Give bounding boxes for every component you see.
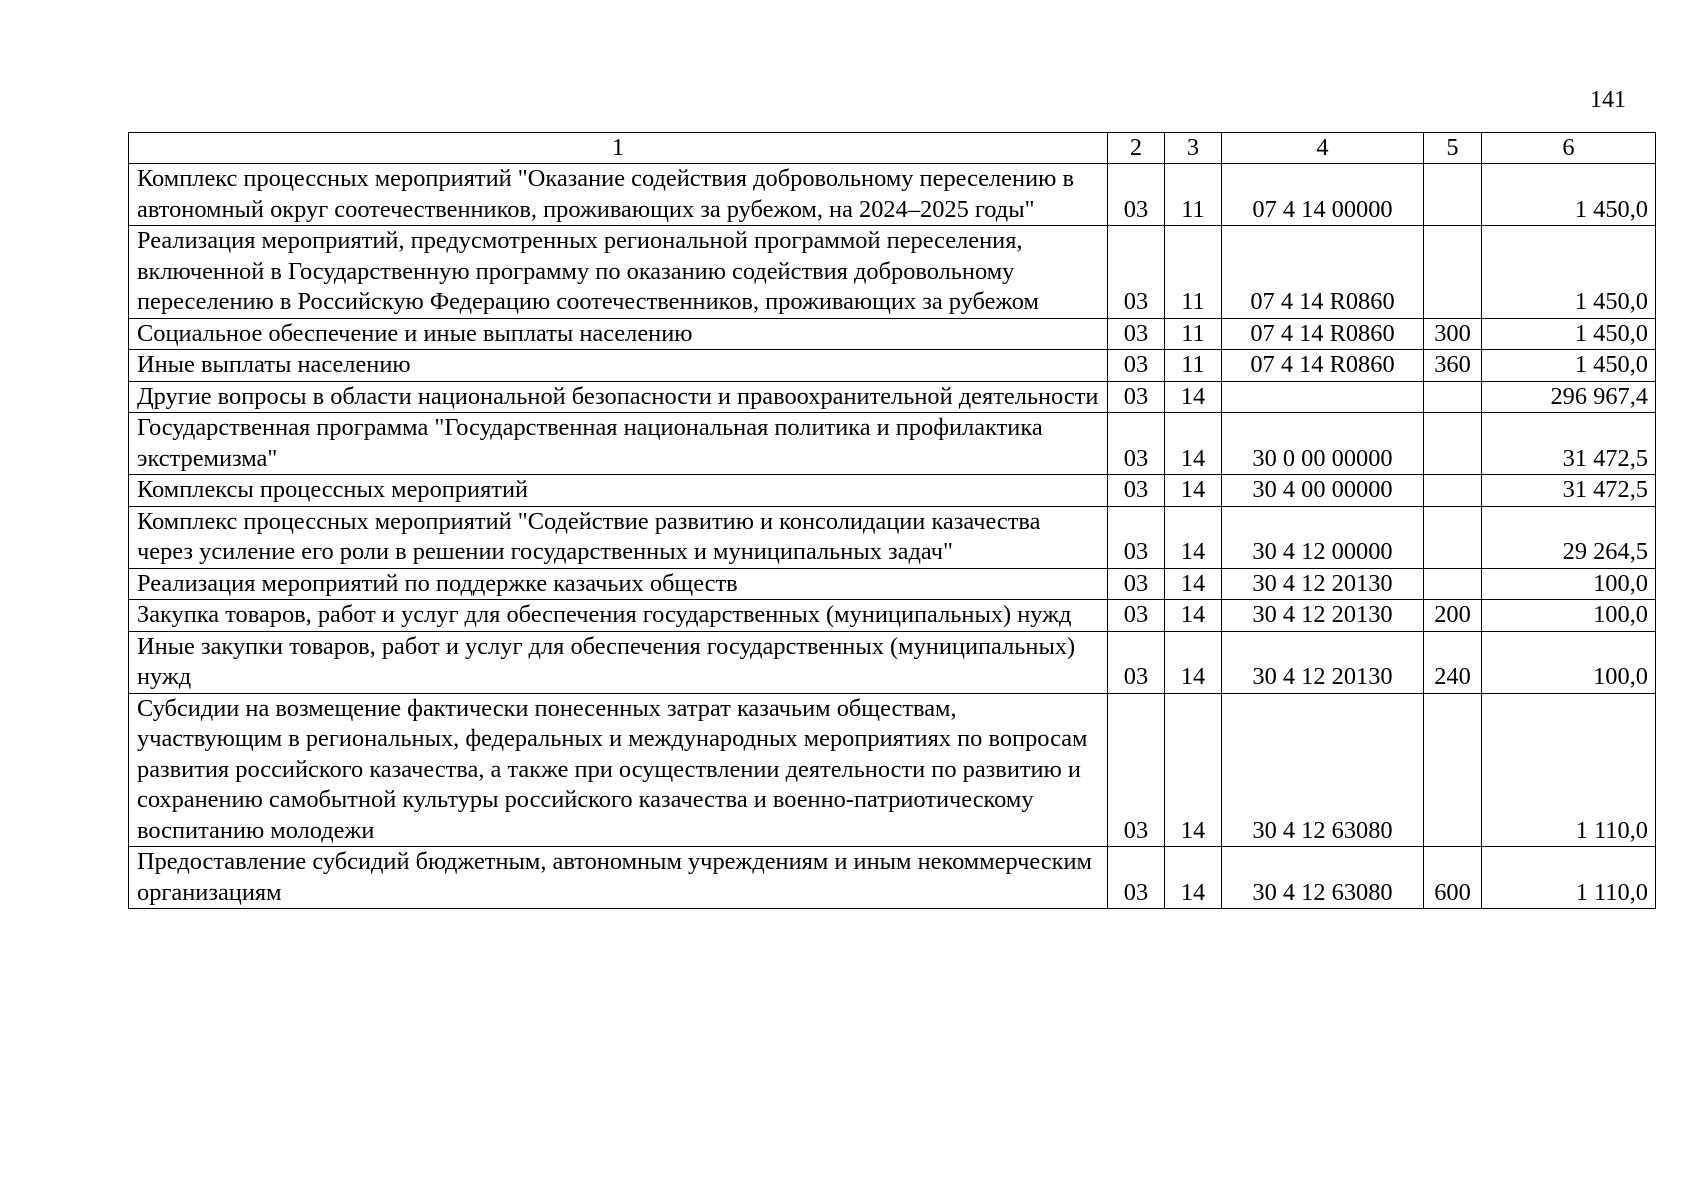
row-target-code: 30 4 12 63080 (1222, 847, 1424, 909)
row-expense-type (1424, 381, 1482, 413)
row-target-code: 30 4 12 20130 (1222, 631, 1424, 693)
row-section-code: 03 (1108, 693, 1165, 847)
row-subsection-code: 11 (1165, 318, 1222, 350)
row-expense-type: 300 (1424, 318, 1482, 350)
row-target-code: 30 4 12 20130 (1222, 600, 1424, 632)
row-target-code: 30 4 00 00000 (1222, 475, 1424, 507)
table-row (129, 475, 1656, 507)
row-sum: 1 110,0 (1482, 847, 1656, 909)
row-expense-type: 240 (1424, 631, 1482, 693)
row-name: Социальное обеспечение и иные выплаты населению (129, 318, 1108, 350)
row-name: Предоставление субсидий бюджетным, автономным учреждениям и иным некоммерческим организациям (129, 847, 1108, 909)
column-header: 1 (129, 133, 1108, 164)
row-target-code: 30 4 12 63080 (1222, 693, 1424, 847)
table-header-row (129, 133, 1656, 164)
table-row (129, 568, 1656, 600)
row-expense-type (1424, 164, 1482, 226)
table-row (129, 318, 1656, 350)
budget-table (128, 132, 1656, 909)
row-expense-type (1424, 226, 1482, 319)
row-target-code: 07 4 14 R0860 (1222, 350, 1424, 382)
row-subsection-code: 14 (1165, 847, 1222, 909)
row-name: Закупка товаров, работ и услуг для обеспечения государственных (муниципальных) нужд (129, 600, 1108, 632)
row-sum: 100,0 (1482, 568, 1656, 600)
row-section-code: 03 (1108, 381, 1165, 413)
row-subsection-code: 14 (1165, 693, 1222, 847)
row-name: Другие вопросы в области национальной безопасности и правоохранительной деятельности (129, 381, 1108, 413)
row-sum: 296 967,4 (1482, 381, 1656, 413)
row-expense-type (1424, 413, 1482, 475)
row-name: Иные выплаты населению (129, 350, 1108, 382)
row-sum: 1 450,0 (1482, 350, 1656, 382)
row-expense-type (1424, 693, 1482, 847)
column-header: 5 (1424, 133, 1482, 164)
table-row (129, 506, 1656, 568)
row-sum: 29 264,5 (1482, 506, 1656, 568)
row-target-code: 07 4 14 R0860 (1222, 318, 1424, 350)
row-section-code: 03 (1108, 631, 1165, 693)
row-subsection-code: 14 (1165, 413, 1222, 475)
row-target-code: 30 0 00 00000 (1222, 413, 1424, 475)
row-name: Субсидии на возмещение фактически понесенных затрат казачьим обществам, участвующим в региональных, федеральных и международных мероприятиях по вопросам развития российского казачества, а также при осуществлении деятельности по развитию и сохранению самобытной культуры российского казачества и военно-патриотическому воспитанию молодежи (129, 693, 1108, 847)
row-name: Реализация мероприятий, предусмотренных региональной программой переселения, включенной в Государственную программу по оказанию содействия добровольному переселению в Российскую Федерацию соотечественников, проживающих за рубежом (129, 226, 1108, 319)
row-section-code: 03 (1108, 350, 1165, 382)
row-sum: 100,0 (1482, 600, 1656, 632)
table-row (129, 693, 1656, 847)
page-number: 141 (1590, 87, 1626, 113)
row-subsection-code: 14 (1165, 600, 1222, 632)
row-sum: 31 472,5 (1482, 475, 1656, 507)
row-expense-type: 200 (1424, 600, 1482, 632)
row-name: Иные закупки товаров, работ и услуг для обеспечения государственных (муниципальных) нужд (129, 631, 1108, 693)
row-name: Комплекс процессных мероприятий "Содействие развитию и консолидации казачества через усиление его роли в решении государственных и муниципальных задач" (129, 506, 1108, 568)
row-target-code (1222, 381, 1424, 413)
row-subsection-code: 14 (1165, 568, 1222, 600)
row-section-code: 03 (1108, 847, 1165, 909)
table-row (129, 600, 1656, 632)
table-row (129, 413, 1656, 475)
row-sum: 31 472,5 (1482, 413, 1656, 475)
row-subsection-code: 11 (1165, 164, 1222, 226)
row-name: Комплекс процессных мероприятий "Оказание содействия добровольному переселению в автономный округ соотечественников, проживающих за рубежом, на 2024–2025 годы" (129, 164, 1108, 226)
row-expense-type (1424, 475, 1482, 507)
row-target-code: 30 4 12 20130 (1222, 568, 1424, 600)
row-target-code: 30 4 12 00000 (1222, 506, 1424, 568)
column-header: 6 (1482, 133, 1656, 164)
row-subsection-code: 14 (1165, 506, 1222, 568)
row-sum: 1 450,0 (1482, 318, 1656, 350)
table-row (129, 350, 1656, 382)
row-section-code: 03 (1108, 568, 1165, 600)
row-sum: 1 450,0 (1482, 226, 1656, 319)
row-subsection-code: 11 (1165, 226, 1222, 319)
row-expense-type (1424, 568, 1482, 600)
row-subsection-code: 11 (1165, 350, 1222, 382)
row-name: Реализация мероприятий по поддержке казачьих обществ (129, 568, 1108, 600)
row-name: Комплексы процессных мероприятий (129, 475, 1108, 507)
row-sum: 1 110,0 (1482, 693, 1656, 847)
table-row (129, 164, 1656, 226)
table-row (129, 226, 1656, 319)
row-subsection-code: 14 (1165, 631, 1222, 693)
row-section-code: 03 (1108, 506, 1165, 568)
row-target-code: 07 4 14 R0860 (1222, 226, 1424, 319)
row-name: Государственная программа "Государственная национальная политика и профилактика экстремизма" (129, 413, 1108, 475)
table-row (129, 847, 1656, 909)
row-section-code: 03 (1108, 164, 1165, 226)
row-section-code: 03 (1108, 600, 1165, 632)
row-section-code: 03 (1108, 475, 1165, 507)
column-header: 2 (1108, 133, 1165, 164)
row-sum: 100,0 (1482, 631, 1656, 693)
table-row (129, 631, 1656, 693)
row-expense-type (1424, 506, 1482, 568)
row-section-code: 03 (1108, 413, 1165, 475)
row-sum: 1 450,0 (1482, 164, 1656, 226)
row-target-code: 07 4 14 00000 (1222, 164, 1424, 226)
row-section-code: 03 (1108, 226, 1165, 319)
row-section-code: 03 (1108, 318, 1165, 350)
column-header: 3 (1165, 133, 1222, 164)
row-expense-type: 600 (1424, 847, 1482, 909)
row-subsection-code: 14 (1165, 381, 1222, 413)
table-row (129, 381, 1656, 413)
row-subsection-code: 14 (1165, 475, 1222, 507)
column-header: 4 (1222, 133, 1424, 164)
row-expense-type: 360 (1424, 350, 1482, 382)
